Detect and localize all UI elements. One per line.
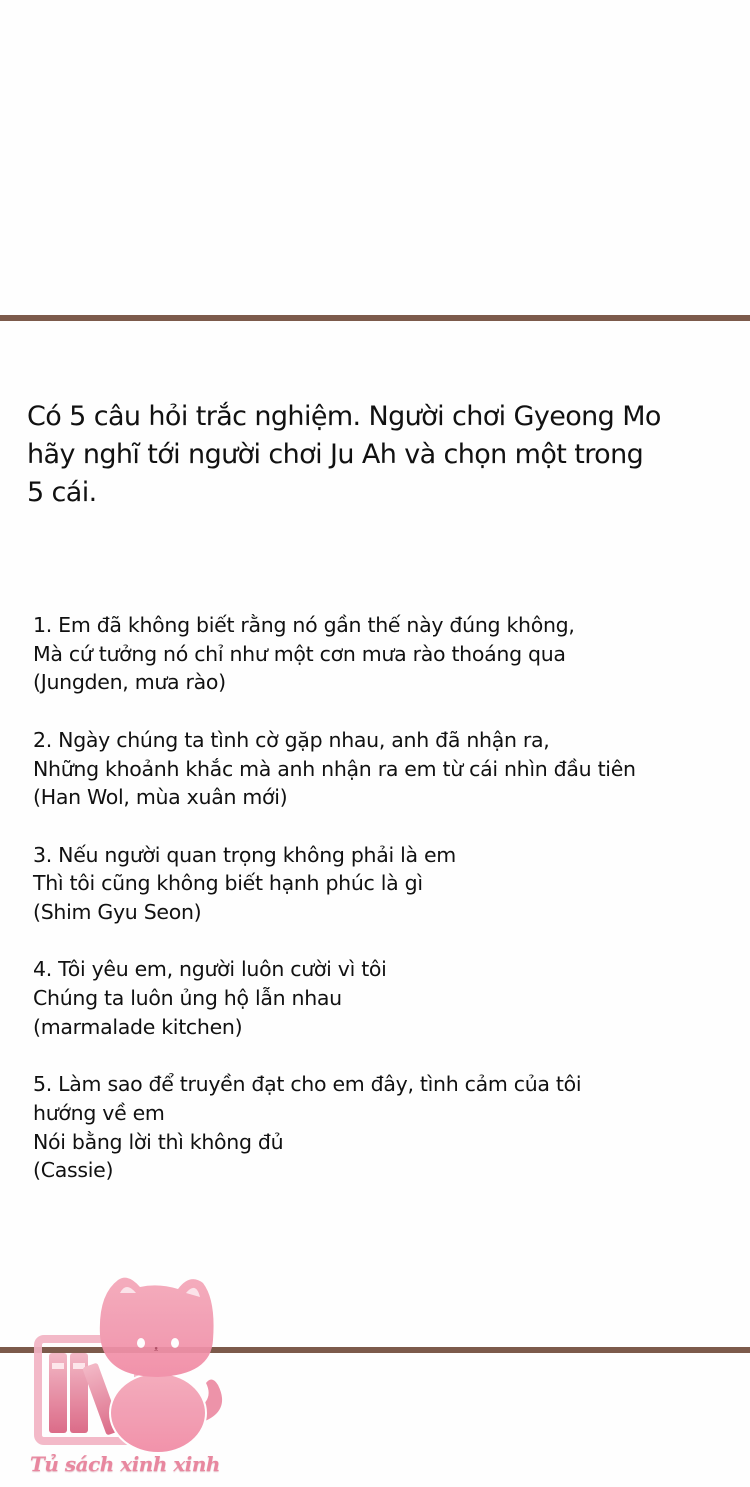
intro-line: Có 5 câu hỏi trắc nghiệm. Người chơi Gyeong Mo — [27, 401, 661, 432]
option-line: 4. Tôi yêu em, người luôn cười vì tôi — [33, 957, 387, 982]
intro-paragraph — [27, 398, 742, 512]
watermark — [28, 1265, 238, 1485]
option-2 — [33, 726, 743, 812]
option-credit: (Jungden, mưa rào) — [33, 670, 226, 695]
intro-line: hãy nghĩ tới người chơi Ju Ah và chọn một trong — [27, 439, 644, 470]
option-4 — [33, 955, 743, 1041]
svg-text:ᴥ: ᴥ — [154, 1345, 159, 1353]
option-3 — [33, 841, 743, 927]
divider-top — [0, 315, 750, 321]
watermark-text: Tủ sách xinh xinh — [30, 1452, 220, 1476]
cat-bookshelf-logo-icon — [28, 1265, 238, 1455]
option-line: Chúng ta luôn ủng hộ lẫn nhau — [33, 986, 342, 1011]
option-credit: (Shim Gyu Seon) — [33, 900, 202, 924]
option-credit: (Cassie) — [33, 1158, 114, 1183]
option-line: Nói bằng lời thì không đủ — [33, 1129, 284, 1154]
option-line: hướng về em — [33, 1100, 165, 1125]
option-line: 2. Ngày chúng ta tình cờ gặp nhau, anh đã nhận ra, — [33, 727, 550, 752]
options-list — [33, 611, 743, 1214]
option-line: 1. Em đã không biết rằng nó gần thế này đúng không, — [33, 613, 575, 637]
option-line: Những khoảnh khắc mà anh nhận ra em từ cái nhìn đầu tiên — [33, 756, 636, 781]
option-credit: (Han Wol, mùa xuân mới) — [33, 785, 288, 810]
intro-line: 5 cái. — [27, 477, 97, 508]
option-line: 3. Nếu người quan trọng không phải là em — [33, 842, 456, 867]
option-line: Thì tôi cũng không biết hạnh phúc là gì — [33, 871, 423, 896]
option-line: 5. Làm sao để truyền đạt cho em đây, tình cảm của tôi — [33, 1072, 582, 1097]
option-credit: (marmalade kitchen) — [33, 1014, 243, 1039]
option-line: Mà cứ tưởng nó chỉ như một cơn mưa rào thoáng qua — [33, 641, 566, 666]
option-1 — [33, 611, 743, 697]
option-5 — [33, 1070, 743, 1185]
